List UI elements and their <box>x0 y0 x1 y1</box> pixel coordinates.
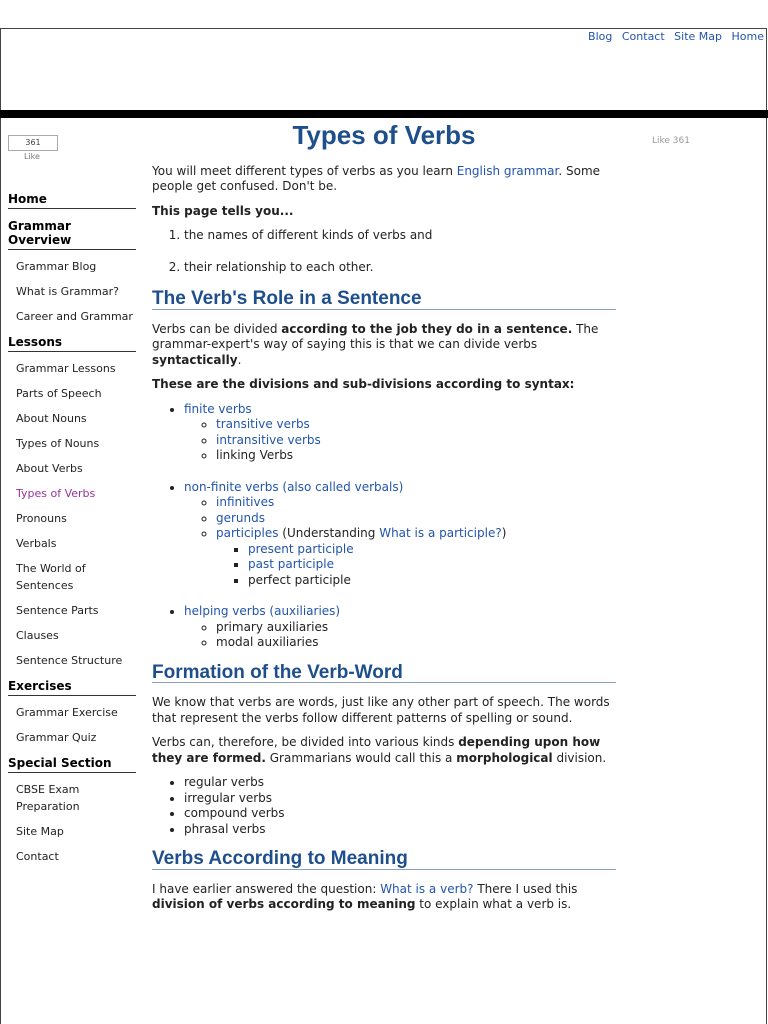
list-item <box>184 604 616 651</box>
page-title: Types of Verbs <box>292 120 476 150</box>
sidebar-heading-grammar-overview: Grammar Overview <box>8 217 136 250</box>
heading-formation: Formation of the Verb-Word <box>152 665 616 684</box>
meaning-paragraph: I have earlier answered the question: What is a verb? There I used this division of verbs according to meaning to explain what a verb is. <box>152 881 578 911</box>
sidebar-item-site-map[interactable]: Site Map <box>16 825 64 838</box>
main-content <box>152 120 616 922</box>
heading-meaning: Verbs According to Meaning <box>152 851 616 870</box>
formation-list <box>152 775 616 837</box>
transitive-verbs-link[interactable]: transitive verbs <box>216 417 310 431</box>
perfect-participle-text: ▪ perfect participle <box>248 573 616 589</box>
helping-verbs-link[interactable]: helping verbs (auxiliaries) <box>184 604 341 618</box>
past-participle-link[interactable]: past participle <box>248 557 334 571</box>
top-link-contact[interactable]: Contact <box>621 30 665 43</box>
like-label: Like <box>24 152 40 161</box>
list-item <box>184 402 616 464</box>
sidebar-item-types-of-nouns[interactable]: Types of Nouns <box>16 437 100 450</box>
sidebar-heading-lessons: Lessons <box>8 333 136 352</box>
sidebar-item-contact[interactable]: Contact <box>16 850 59 863</box>
sidebar-item-cbse-exam[interactable]: CBSE Exam Preparation <box>16 783 80 813</box>
gerunds-link[interactable]: gerunds <box>216 510 266 525</box>
sidebar-item-pronouns[interactable]: Pronouns <box>16 512 67 525</box>
sidebar-item-parts-of-speech[interactable]: Parts of Speech <box>16 387 102 400</box>
list-item: • irregular verbs <box>184 791 616 807</box>
what-is-verb-link[interactable]: What is a verb? <box>380 881 474 896</box>
present-participle-link[interactable]: present participle <box>248 541 354 556</box>
top-link-home[interactable]: Home <box>731 30 764 43</box>
sidebar <box>8 190 136 873</box>
sidebar-item-sentence-structure[interactable]: Sentence Structure <box>16 654 123 667</box>
top-link-site-map[interactable]: Site Map <box>674 30 723 43</box>
header-divider-bar <box>0 110 768 118</box>
sidebar-item-about-verbs[interactable]: About Verbs <box>16 462 83 475</box>
intro-paragraph: You will meet different types of verbs as you learn English grammar. Some people get confused. Don't be. <box>152 163 601 193</box>
participles-link[interactable]: participles <box>216 526 279 540</box>
top-nav <box>582 30 764 43</box>
english-grammar-link[interactable]: English grammar <box>456 163 559 178</box>
infinitives-link[interactable]: infinitives <box>216 495 275 509</box>
syntax-divisions-heading: These are the divisions and sub-divisions according to syntax: <box>152 377 575 391</box>
formation-paragraph-1: We know that verbs are words, just like any other part of speech. The words that represent the verbs follow different patterns of spelling or sound. <box>152 695 610 725</box>
finite-verbs-link[interactable]: finite verbs <box>184 401 252 416</box>
sidebar-heading-special-section: Special Section <box>8 754 136 773</box>
role-paragraph: Verbs can be divided according to the job they do in a sentence. The grammar-expert's way of saying this is that we can divide verbs syntactically. <box>152 321 599 367</box>
syntax-list <box>152 402 616 651</box>
like-button-right[interactable]: Like 361 <box>652 136 690 146</box>
top-link-blog[interactable]: Blog <box>588 30 613 43</box>
intransitive-verbs-link[interactable]: intransitive verbs <box>216 432 321 447</box>
list-item <box>184 480 616 589</box>
sidebar-home[interactable]: Home <box>8 190 136 209</box>
list-item: 1. the names of different kinds of verbs and <box>184 228 616 244</box>
list-item: • phrasal verbs <box>184 822 616 838</box>
list-item: • regular verbs <box>184 775 616 791</box>
sidebar-item-grammar-exercise[interactable]: Grammar Exercise <box>16 706 118 719</box>
sidebar-item-about-nouns[interactable]: About Nouns <box>16 412 87 425</box>
tells-list <box>152 228 616 275</box>
what-is-participle-link[interactable]: What is a participle? <box>379 526 502 540</box>
sidebar-heading-exercises: Exercises <box>8 677 136 696</box>
heading-verb-role: The Verb's Role in a Sentence <box>152 291 616 310</box>
sidebar-item-world-of-sentences[interactable]: The World of Sentences <box>16 562 86 592</box>
tells-heading: This page tells you... <box>152 203 294 218</box>
list-item: ◦ participles (Understanding What is a participle?) ▪ present participle ▪ past participle ▪ perfect participle <box>216 526 616 588</box>
sidebar-item-clauses[interactable]: Clauses <box>16 629 59 642</box>
linking-verbs-text: ◦ linking Verbs <box>216 448 616 464</box>
sidebar-item-verbals[interactable]: Verbals <box>16 537 57 550</box>
sidebar-item-grammar-quiz[interactable]: Grammar Quiz <box>16 731 97 744</box>
list-item: 2. their relationship to each other. <box>184 260 616 276</box>
sidebar-item-what-is-grammar[interactable]: What is Grammar? <box>16 285 120 298</box>
sidebar-item-sentence-parts[interactable]: Sentence Parts <box>16 604 99 617</box>
sidebar-item-career-and-grammar[interactable]: Career and Grammar <box>16 310 133 323</box>
sidebar-item-grammar-lessons[interactable]: Grammar Lessons <box>16 362 116 375</box>
list-item: ◦ modal auxiliaries <box>216 635 616 651</box>
formation-paragraph-2: Verbs can, therefore, be divided into various kinds depending upon how they are formed. Grammarians would call this a morphological division. <box>152 735 607 765</box>
like-count-box[interactable]: 361 <box>8 135 58 151</box>
non-finite-verbs-link[interactable]: non-finite verbs (also called verbals) <box>184 479 404 494</box>
list-item: • compound verbs <box>184 806 616 822</box>
sidebar-item-grammar-blog[interactable]: Grammar Blog <box>16 260 97 273</box>
sidebar-item-types-of-verbs[interactable]: Types of Verbs <box>16 487 96 500</box>
list-item: ◦ primary auxiliaries <box>216 620 616 636</box>
